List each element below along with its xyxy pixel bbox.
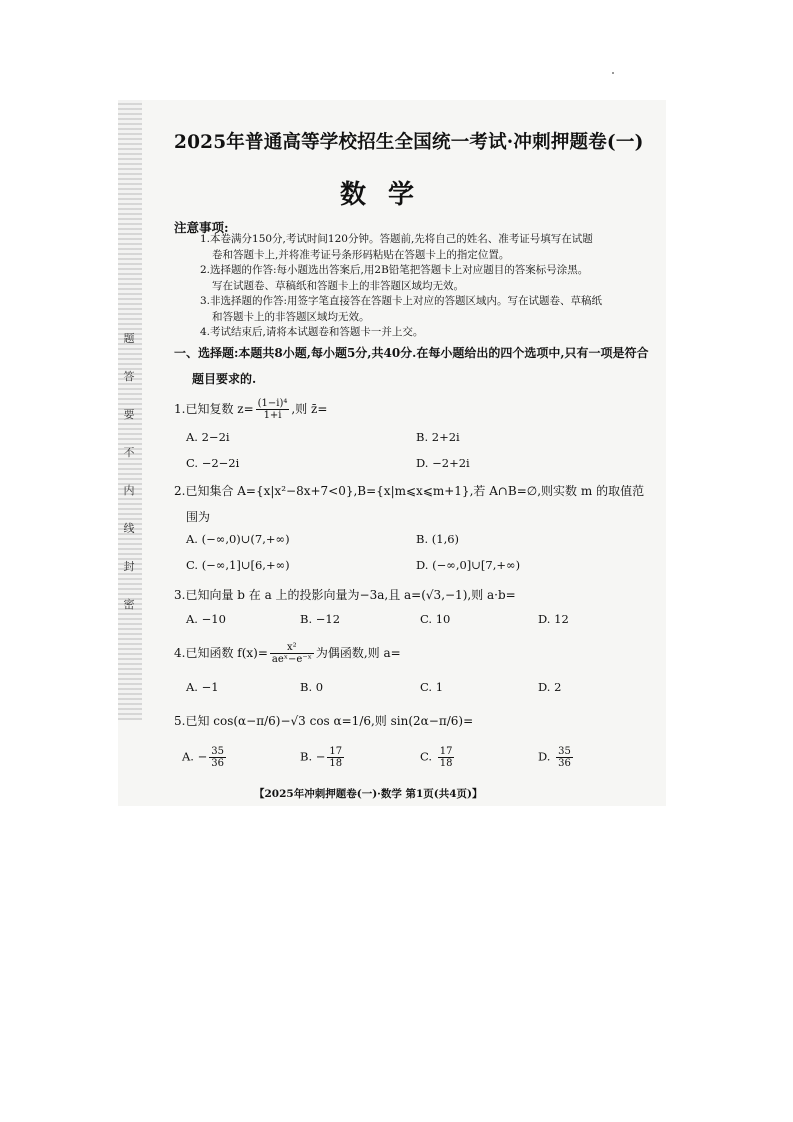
question-2: 2.已知集合 A={x|x²−8x+7<0},B={x|m⩽x⩽m+1},若 A∩B=∅,则实数 m 的取值范 (174, 484, 645, 498)
fraction-numerator: 17 (329, 746, 343, 757)
fraction-numerator: x² (270, 642, 314, 654)
fraction-numerator: (1−i)⁴ (257, 398, 288, 409)
question-text: ,则 z̄= (291, 402, 328, 416)
note-item: 1.本卷满分150分,考试时间120分钟。答题前,先将自己的姓名、准考证号填写在试题 (200, 233, 593, 245)
note-item: 写在试题卷、草稿纸和答题卡上的非答题区域均无效。 (212, 279, 464, 292)
option-d (538, 746, 575, 769)
binding-char: 要 (123, 408, 135, 421)
fraction (438, 746, 455, 769)
page-footer: 【2025年冲刺押题卷(一)·数学 第1页(共4页)】 (254, 788, 483, 800)
question-text: 4.已知函数 f(x)= (174, 646, 268, 660)
notes-heading: 注意事项: (174, 220, 229, 235)
binding-char: 内 (123, 484, 135, 497)
exam-title: 2025年普通高等学校招生全国统一考试·冲刺押题卷(一) (174, 132, 644, 153)
fraction-denominator: 18 (439, 758, 453, 769)
option-prefix: A. − (182, 749, 208, 764)
binding-char: 密 (123, 598, 135, 611)
option-d: D. 12 (538, 612, 569, 626)
option-c: C. 1 (420, 680, 444, 694)
option-b (300, 746, 346, 769)
question-1 (174, 398, 327, 421)
question-2-cont: 围为 (186, 510, 211, 524)
option-prefix: D. (538, 749, 555, 764)
binding-char: 题 (123, 332, 135, 345)
fraction-denominator: 36 (211, 758, 224, 769)
binding-margin-text (123, 320, 135, 624)
question-text: 1.已知复数 z= (174, 402, 254, 416)
option-c (420, 746, 456, 769)
fraction-denominator: aeˣ−e⁻ˣ (271, 654, 312, 665)
fraction-denominator: 18 (329, 758, 343, 769)
fraction (209, 746, 226, 769)
notes-list (200, 232, 650, 341)
note-item: 4.考试结束后,请将本试题卷和答题卡一并上交。 (200, 326, 424, 338)
option-a (182, 746, 228, 769)
section-heading (174, 340, 654, 392)
binding-char: 封 (123, 560, 135, 573)
option-a: A. (−∞,0)∪(7,+∞) (186, 532, 290, 546)
question-3: 3.已知向量 b 在 a 上的投影向量为−3a,且 a=(√3,−1),则 a·b= (174, 588, 516, 602)
binding-char: 线 (123, 522, 135, 535)
option-b: B. (1,6) (416, 532, 460, 546)
binding-char: 不 (123, 446, 135, 459)
fraction (270, 642, 314, 665)
question-4 (174, 642, 401, 665)
option-a: A. −1 (186, 680, 219, 694)
note-item: 2.选择题的作答:每小题选出答案后,用2B铅笔把答题卡上对应题目的答案标号涂黑。 (200, 264, 589, 276)
option-b: B. 2+2i (416, 430, 460, 444)
fraction-denominator: 1+i (263, 410, 282, 421)
fraction (256, 398, 290, 421)
question-5: 5.已知 cos(α−π/6)−√3 cos α=1/6,则 sin(2α−π/6)= (174, 714, 474, 728)
note-item: 3.非选择题的作答:用签字笔直接答在答题卡上对应的答题区域内。写在试题卷、草稿纸 (200, 295, 603, 307)
option-c: C. (−∞,1]∪[6,+∞) (186, 558, 290, 572)
fraction (327, 746, 344, 769)
option-a: A. −10 (186, 612, 226, 626)
subject-title: 数学 (340, 180, 437, 210)
speck (612, 72, 614, 74)
fraction (556, 746, 573, 769)
fraction-denominator: 36 (558, 758, 571, 769)
note-item: 和答题卡上的非答题区域均无效。 (212, 310, 370, 323)
option-d: D. (−∞,0]∪[7,+∞) (416, 558, 521, 572)
option-c: C. −2−2i (186, 456, 240, 470)
option-b: B. 0 (300, 680, 324, 694)
fraction-numerator: 35 (211, 746, 224, 757)
note-item: 卷和答题卡上,并将准考证号条形码粘贴在答题卡上的指定位置。 (212, 248, 510, 261)
option-d: D. 2 (538, 680, 562, 694)
question-text: 为偶函数,则 a= (315, 646, 401, 660)
section-line: 题目要求的. (192, 372, 257, 386)
section-line: 一、选择题:本题共8小题,每小题5分,共40分.在每小题给出的四个选项中,只有一项是符合 (174, 346, 649, 360)
binding-char: 答 (123, 370, 135, 383)
option-c: C. 10 (420, 612, 451, 626)
option-a: A. 2−2i (186, 430, 230, 444)
option-prefix: C. (420, 749, 436, 764)
option-prefix: B. − (300, 749, 326, 764)
option-b: B. −12 (300, 612, 341, 626)
option-d: D. −2+2i (416, 456, 470, 470)
fraction-numerator: 35 (558, 746, 571, 757)
fraction-numerator: 17 (439, 746, 453, 757)
